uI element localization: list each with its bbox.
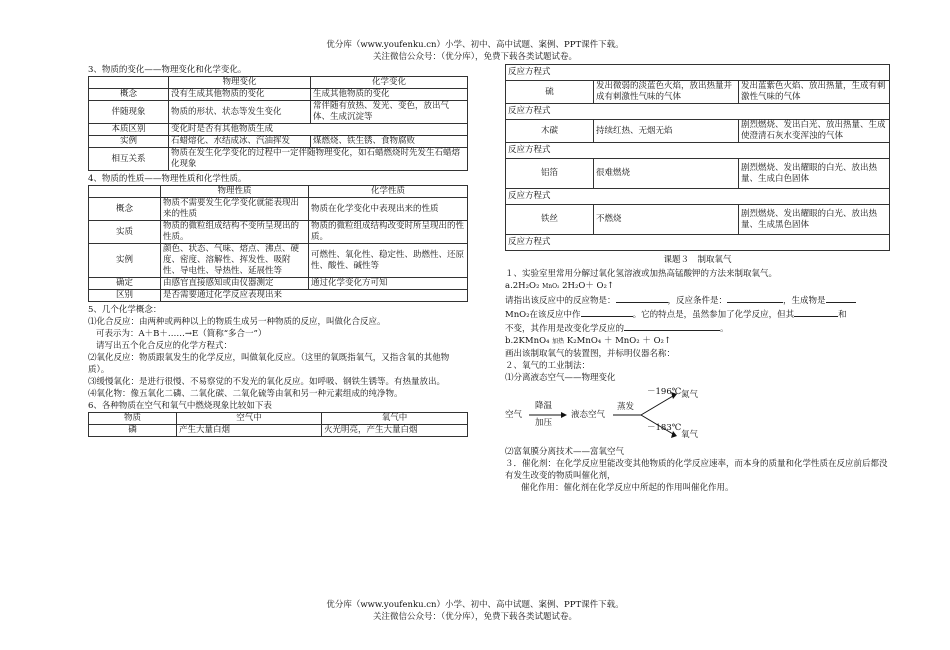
table-header-cell: 空气中 <box>177 413 322 425</box>
substance-name: 木碳 <box>506 120 594 143</box>
table-row <box>89 425 468 437</box>
footer-line-1: 优分库（www.youfenku.cn）小学、初中、高中试题、案例、PPT课件下载。 <box>326 600 624 610</box>
label-temp-2: －183℃ <box>647 423 682 433</box>
row-label: 概念 <box>89 89 169 101</box>
equation-a-lhs: a.2H₂O₂ <box>505 281 540 291</box>
table-header-cell: 物理性质 <box>161 186 309 198</box>
table-header-cell: 物质 <box>89 413 177 425</box>
question-text: 和 <box>838 310 847 320</box>
arrow-head <box>561 412 567 418</box>
combustion-table-head <box>88 412 468 437</box>
cell: 可燃性、氧化性、稳定性、助燃性、还原性、酸性、碱性等 <box>309 244 468 278</box>
question-text: ，生成物是 <box>783 296 826 306</box>
table-row <box>89 148 468 171</box>
cell: 物质在化学变化中表现出来的性质 <box>309 198 468 221</box>
question-text: 。它的特点是，虽然参加了化学反应，但其 <box>632 310 795 320</box>
liquid-air-separation: ⑴分离液态空气——物理变化 <box>505 373 616 383</box>
answer-blank[interactable] <box>624 321 720 331</box>
section-3-title: 3、物质的变化——物理变化和化学变化。 <box>88 65 247 75</box>
cell: 产生大量白烟 <box>177 425 322 437</box>
answer-blank[interactable] <box>826 293 856 303</box>
cell: 通过化学变化方可知 <box>309 278 468 290</box>
row-label: 伴随现象 <box>89 101 169 124</box>
cell: 颜色、状态、气味、熔点、沸点、硬度、密度、溶解性、挥发性、吸附性、导电性、导热性、延展性等 <box>161 244 309 278</box>
row-label: 实质 <box>89 221 161 244</box>
combination-reaction: ⑴化合反应：由两种或两种以上的物质生成另一种物质的反应，叫做化合反应。 <box>88 317 386 327</box>
page-footer <box>0 599 950 623</box>
cell: 石蜡熔化、水结成冰、汽油挥发 <box>169 136 311 148</box>
section-6-title: 6、各种物质在空气和氧气中燃烧现象比较如下表 <box>88 401 272 411</box>
cell: 常伴随有放热、发光、变色，放出气体、生成沉淀等 <box>311 101 468 124</box>
row-label: 概念 <box>89 198 161 221</box>
cell-oxygen: 剧烈燃烧、发出耀眼的白光、放出热量、生成白色固体 <box>739 159 890 189</box>
equation-label: 反应方程式 <box>506 235 890 251</box>
table-row <box>506 81 890 104</box>
row-label: 相互关系 <box>89 148 169 171</box>
section-5-title: 5、几个化学概念： <box>88 305 162 315</box>
footer-line-2: 关注微信公众号：（优分库），免费下载各类试题试卷。 <box>372 612 577 622</box>
table-row <box>89 101 468 124</box>
table-header-cell <box>89 186 161 198</box>
answer-blank[interactable] <box>616 293 668 303</box>
substance-name: 铝箔 <box>506 159 594 189</box>
draw-apparatus: 画出该制取氧气的装置图，并标明仪器名称： <box>505 349 676 359</box>
substance-name: 硫 <box>506 81 594 104</box>
question-text: MnO₂在该反应中作 <box>505 310 581 320</box>
row-label: 确定 <box>89 278 161 290</box>
catalyst-definition: ３．催化剂：在化学反应里能改变其他物质的化学反应速率，而本身的质量和化学性质在反应前后都没有发生改变的物质叫催化剂， <box>505 459 888 481</box>
table-row <box>89 89 468 101</box>
industrial-method: ２、氧气的工业制法： <box>505 361 591 371</box>
arrow-line <box>641 396 673 415</box>
left-column <box>88 64 468 437</box>
table-header-cell: 物理变化 <box>169 77 311 89</box>
table-header-cell: 化学性质 <box>309 186 468 198</box>
equation-b-lhs: b.2KMnO₄ <box>505 336 550 346</box>
header-line-1: 优分库（www.youfenku.cn）小学、初中、高中试题、案例、PPT课件下载。 <box>326 40 624 50</box>
slow-oxidation: ⑶缓慢氧化：是进行很慢、不易察觉的不发光的氧化反应。如呼吸、钢铁生锈等。有热量放出。 <box>88 377 446 387</box>
table-header-cell: 化学变化 <box>311 77 468 89</box>
catalysis-definition: 催化作用：催化剂在化学反应中所起的作用叫催化作用。 <box>521 483 734 493</box>
cell: 没有生成其他物质的变化 <box>169 89 311 101</box>
label-nitrogen: 氮气 <box>681 390 699 400</box>
cell-oxygen: 发出蓝紫色火焰、放出热量，生成有刺激性气味的气体 <box>739 81 890 104</box>
separation-arrows <box>505 386 745 444</box>
table-header-cell <box>89 77 169 89</box>
cell-oxygen: 剧烈燃烧、发出白光、放出热量、生成使澄清石灰水变浑浊的气体 <box>739 120 890 143</box>
cell-air: 发出微弱的淡蓝色火焰，放出热量并成有刺激性气味的气体 <box>594 81 739 104</box>
label-evaporate: 蒸发 <box>617 402 635 412</box>
row-label: 区别 <box>89 290 161 302</box>
oxidation-reaction: ⑵氧化反应：物质跟氧发生的化学反应，叫做氧化反应。（这里的氧既指氧气，又指含氧的其他物质）。 <box>88 353 450 375</box>
substance-name: 铁丝 <box>506 205 594 235</box>
separation-diagram <box>505 386 890 444</box>
oxide-definition: ⑷氧化物：像五氧化二磷、二氧化碳、二氧化硫等由氧和另一种元素组成的纯净物。 <box>88 389 403 399</box>
cell: 生成其他物质的变化 <box>311 89 468 101</box>
table-row <box>89 198 468 221</box>
cell: 由感官直接感知或由仪器测定 <box>161 278 309 290</box>
label-oxygen: 氧气 <box>681 430 699 440</box>
page-header <box>0 39 950 63</box>
table-row <box>506 159 890 189</box>
cell-air: 不燃烧 <box>594 205 739 235</box>
label-air: 空气 <box>505 410 523 420</box>
table-row <box>89 221 468 244</box>
equation-b-rhs: K₂MnO₄ ＋ MnO₂ ＋ O₂↑ <box>566 336 672 346</box>
combustion-table <box>505 64 890 251</box>
change-table <box>88 76 468 171</box>
equation-label: 反应方程式 <box>506 189 890 205</box>
equation-a-rhs: 2H₂O＋ O₂↑ <box>562 281 615 291</box>
topic-3-title: 课题３ 制取氧气 <box>663 255 732 265</box>
table-row <box>89 244 468 278</box>
cell: 物质的微粒组成结构改变时所呈现出的性质。 <box>309 221 468 244</box>
equation-b <box>505 335 890 348</box>
row-label: 本质区别 <box>89 124 169 136</box>
question-text: 不变，其作用是改变化学反应的 <box>505 324 625 334</box>
cell: 煤燃烧、铁生锈、食物腐败 <box>311 136 468 148</box>
cell: 变化时是否有其他物质生成 <box>169 124 468 136</box>
equation-row <box>506 235 890 251</box>
header-line-2: 关注微信公众号：（优分库），免费下载各类试题试卷。 <box>372 52 577 62</box>
membrane-separation: ⑵富氧膜分离技术——富氧空气 <box>505 447 625 457</box>
question-text: ，反应条件是： <box>667 296 728 306</box>
question-line-2 <box>505 307 890 321</box>
question-text: 请指出该反应中的反应物是： <box>505 296 616 306</box>
cell: 是否需要通过化学反应表现出来 <box>161 290 468 302</box>
question-text: 。 <box>720 324 729 334</box>
equation-b-condition: 加热 <box>552 338 565 345</box>
equation-row <box>506 65 890 81</box>
equation-a-condition: MnO₂ <box>542 283 560 290</box>
question-line-3 <box>505 321 890 335</box>
cell-air: 很难燃烧 <box>594 159 739 189</box>
label-cool: 降温 <box>535 401 553 411</box>
label-liquid-air: 液态空气 <box>571 410 606 420</box>
row-label: 实例 <box>89 244 161 278</box>
cell: 物质不需要发生化学变化就能表现出来的性质 <box>161 198 309 221</box>
table-row <box>89 124 468 136</box>
answer-blank[interactable] <box>581 307 633 317</box>
equation-label: 反应方程式 <box>506 143 890 159</box>
equation-a <box>505 280 890 293</box>
answer-blank[interactable] <box>794 307 838 317</box>
row-label: 实例 <box>89 136 169 148</box>
cell: 物质的形状、状态等发生变化 <box>169 101 311 124</box>
cell: 物质的微粒组成结构不变所呈现出的性质。 <box>161 221 309 244</box>
row-label: 磷 <box>89 425 177 437</box>
label-temp-1: －196℃ <box>647 387 682 397</box>
combination-formula: 可表示为：A＋B＋……→E（简称“多合一”） <box>96 329 267 339</box>
table-row <box>89 136 468 148</box>
table-header-cell: 氧气中 <box>322 413 468 425</box>
table-row <box>89 278 468 290</box>
property-table <box>88 185 468 302</box>
answer-blank[interactable] <box>727 293 783 303</box>
cell: 火光明亮，产生大量白烟 <box>322 425 468 437</box>
right-column <box>505 64 890 494</box>
combination-prompt: 请写出五个化合反应的化学方程式： <box>96 341 233 351</box>
lab-method: １、实验室里常用分解过氧化氢溶液或加热高锰酸钾的方法来制取氧气。 <box>505 269 778 279</box>
table-row <box>506 205 890 235</box>
cell-oxygen: 剧烈燃烧、发出耀眼的白光、放出热量、生成黑色固体 <box>739 205 890 235</box>
equation-row <box>506 189 890 205</box>
equation-row <box>506 143 890 159</box>
table-row <box>89 290 468 302</box>
question-line-1 <box>505 293 890 307</box>
section-4-title: 4、物质的性质——物理性质和化学性质。 <box>88 174 247 184</box>
table-row <box>506 120 890 143</box>
cell-air: 持续红热、无烟无焰 <box>594 120 739 143</box>
cell: 物质在发生化学变化的过程中一定伴随物理变化，如石蜡燃烧时先发生石蜡熔化现象 <box>169 148 468 171</box>
equation-label: 反应方程式 <box>506 65 890 81</box>
equation-row <box>506 104 890 120</box>
equation-label: 反应方程式 <box>506 104 890 120</box>
label-press: 加压 <box>535 418 553 428</box>
